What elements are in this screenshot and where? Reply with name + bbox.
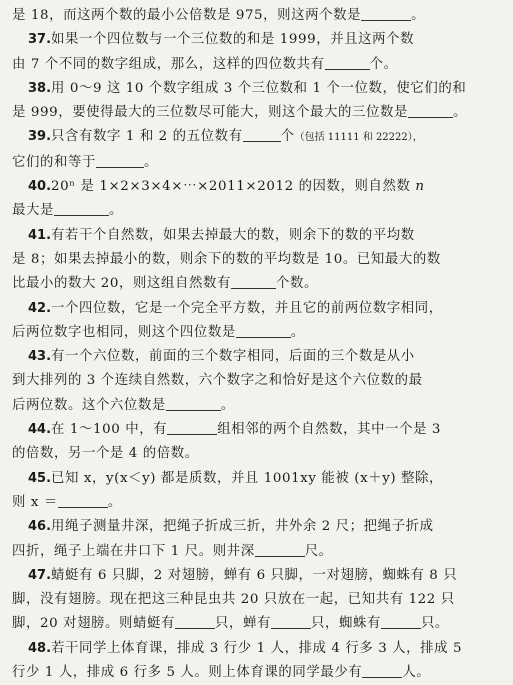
answer-blank[interactable] — [231, 274, 276, 289]
answer-blank[interactable] — [271, 614, 311, 629]
problem-number: 42. — [28, 300, 52, 316]
problem-38: 38.用 0～9 这 10 个数字组成 3 个三位数和 1 个一位数，使它们的和 — [28, 80, 467, 96]
problem-44: 44.在 1～100 中，有 组相邻的两个自然数，其中一个是 3 — [28, 422, 442, 438]
text-line: 四折，绳子上端在井口下 1 尺。则井深 尺。 — [12, 543, 333, 559]
answer-blank[interactable] — [361, 6, 411, 21]
text-line: 则 x ＝ 。 — [12, 494, 122, 510]
problem-number: 44. — [28, 422, 52, 438]
problem-number: 37. — [28, 32, 52, 48]
text-line: 到大排列的 3 个连续自然数，六个数字之和恰好是这个六位数的最 — [12, 373, 423, 389]
problem-46: 46.用绳子测量井深，把绳子折成三折，井外余 2 尺；把绳子折成 — [28, 519, 434, 535]
problem-48: 48.若干同学上体育课，排成 3 行少 1 人，排成 4 行多 3 人，排成 5 — [28, 640, 463, 656]
problem-40: 40.20ⁿ 是 1×2×3×4×⋯×2011×2012 的因数，则自然数 n — [28, 179, 425, 195]
problem-number: 48. — [28, 640, 52, 656]
answer-blank[interactable] — [325, 55, 370, 70]
text-line: 它们的和等于 。 — [12, 154, 158, 170]
problem-41: 41.有若干个自然数，如果去掉最大的数，则余下的数的平均数 — [28, 227, 415, 243]
answer-blank[interactable] — [381, 614, 421, 629]
problem-number: 40. — [28, 179, 52, 195]
problem-47: 47.蜻蜓有 6 只脚，2 对翅膀，蝉有 6 只脚，一对翅膀，蜘蛛有 8 只 — [28, 567, 458, 583]
problem-37: 37.如果一个四位数与一个三位数的和是 1999，并且这两个数 — [28, 32, 415, 48]
text-line: 后两位数字也相同，则这个四位数是 。 — [12, 324, 305, 340]
problem-number: 45. — [28, 470, 52, 486]
problem-43: 43.有一个六位数，前面的三个数字相同，后面的三个数是从小 — [28, 349, 415, 365]
text-line: 后两位数。这个六位数是 。 — [12, 397, 235, 413]
answer-blank[interactable] — [408, 103, 453, 118]
problem-number: 38. — [28, 80, 52, 96]
answer-blank[interactable] — [54, 201, 109, 216]
text-line: 比最小的数大 20，则这组自然数有 个数。 — [12, 276, 318, 292]
problem-number: 39. — [28, 129, 52, 145]
answer-blank[interactable] — [243, 127, 281, 142]
text-line: 是 999，要使得最大的三位数尽可能大，则这个最大的三位数是 。 — [12, 105, 467, 121]
text-line: 的倍数，另一个是 4 的倍数。 — [12, 446, 199, 462]
text-line: 最大是 。 — [12, 203, 123, 219]
answer-blank[interactable] — [255, 542, 305, 557]
text-line: 行少 1 人，排成 6 行多 5 人。则上体育课的同学最少有 人。 — [12, 665, 431, 681]
text-line: 脚，没有翅膀。现在把这三种昆虫共 20 只放在一起，已知共有 122 只 — [12, 592, 455, 608]
answer-blank[interactable] — [236, 323, 291, 338]
problem-45: 45.已知 x，y(x＜y) 都是质数，并且 1001xy 能被 (x＋y) 整除， — [28, 470, 444, 486]
problem-number: 46. — [28, 519, 52, 535]
problem-number: 47. — [28, 567, 52, 583]
problem-number: 43. — [28, 349, 52, 365]
text-line: 是 8；如果去掉最小的数，则余下的数的平均数是 10。已知最大的数 — [12, 251, 441, 267]
answer-blank[interactable] — [166, 396, 221, 411]
answer-blank[interactable] — [96, 153, 144, 168]
text-line: 由 7 个不同的数字组成，那么，这样的四位数共有 个。 — [12, 56, 398, 72]
answer-blank[interactable] — [167, 420, 217, 435]
problem-39: 39.只含有数字 1 和 2 的五位数有 个（包括 11111 和 22222）， — [28, 129, 423, 145]
answer-blank[interactable] — [175, 614, 215, 629]
text-line: 脚，20 对翅膀。则蜻蜓有 只，蝉有 只，蜘蛛有 只。 — [12, 616, 449, 632]
problem-number: 41. — [28, 227, 52, 243]
answer-blank[interactable] — [58, 493, 108, 508]
answer-blank[interactable] — [362, 663, 402, 678]
text-line: 是 18，而这两个数的最小公倍数是 975，则这两个数是 。 — [12, 8, 426, 23]
problem-42: 42.一个四位数，它是一个完全平方数，并且它的前两位数字相同， — [28, 300, 443, 316]
